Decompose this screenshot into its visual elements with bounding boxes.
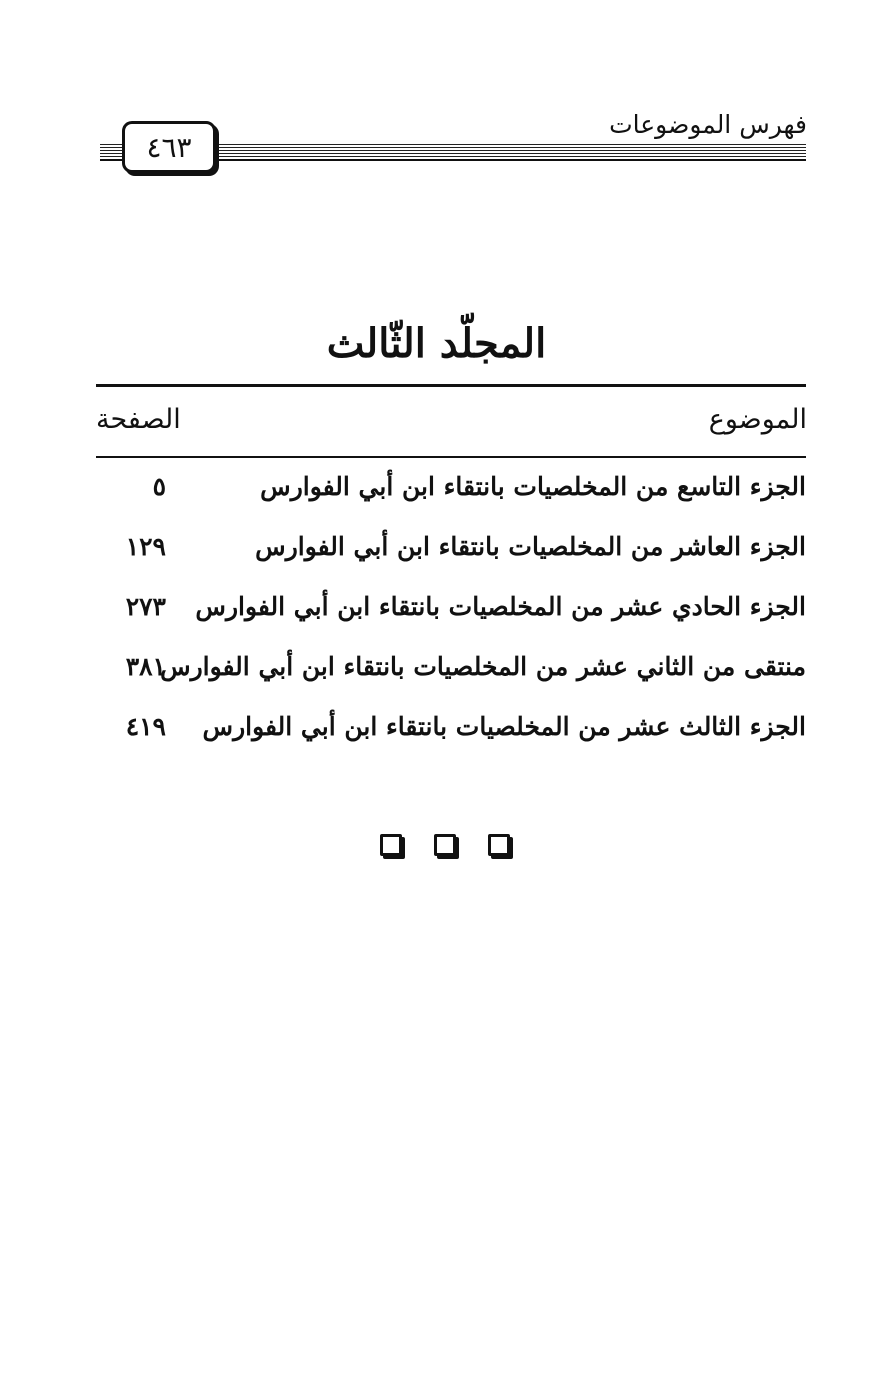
toc-entry xyxy=(96,652,806,692)
ornament-square xyxy=(434,834,456,856)
toc-entry-page: ٢٧٣ xyxy=(125,592,166,621)
toc-entry-page: ٣٨١ xyxy=(125,652,166,681)
column-header-page: الصفحة xyxy=(96,404,181,435)
ornament-square xyxy=(380,834,402,856)
toc-entry-page: ٥ xyxy=(152,472,166,501)
toc-entry-page: ٤١٩ xyxy=(125,712,166,741)
toc-entry xyxy=(96,592,806,632)
volume-title: المجلّد الثّالث xyxy=(326,320,547,367)
running-header-title: فهرس الموضوعات xyxy=(609,110,807,139)
ornament-square xyxy=(488,834,510,856)
column-header-rule xyxy=(96,456,806,458)
page-number: ٤٦٣ xyxy=(146,130,192,164)
end-ornament xyxy=(380,834,510,862)
toc-entry-topic: الجزء الحادي عشر من المخلصيات بانتقاء ابن أبي الفوارس xyxy=(195,592,806,621)
toc-entry xyxy=(96,472,806,512)
toc-entry-topic: الجزء العاشر من المخلصيات بانتقاء ابن أبي الفوارس xyxy=(255,532,806,561)
toc-entry-topic: الجزء التاسع من المخلصيات بانتقاء ابن أبي الفوارس xyxy=(260,472,806,501)
toc-entry-topic: الجزء الثالث عشر من المخلصيات بانتقاء ابن أبي الفوارس xyxy=(202,712,806,741)
column-header-topic: الموضوع xyxy=(708,404,807,435)
toc-entry xyxy=(96,712,806,752)
toc-entry-page: ١٢٩ xyxy=(125,532,166,561)
toc-entry xyxy=(96,532,806,572)
toc-entry-topic: منتقى من الثاني عشر من المخلصيات بانتقاء ابن أبي الفوارس xyxy=(160,652,806,681)
page-number-box xyxy=(122,121,216,173)
title-rule xyxy=(96,384,806,387)
